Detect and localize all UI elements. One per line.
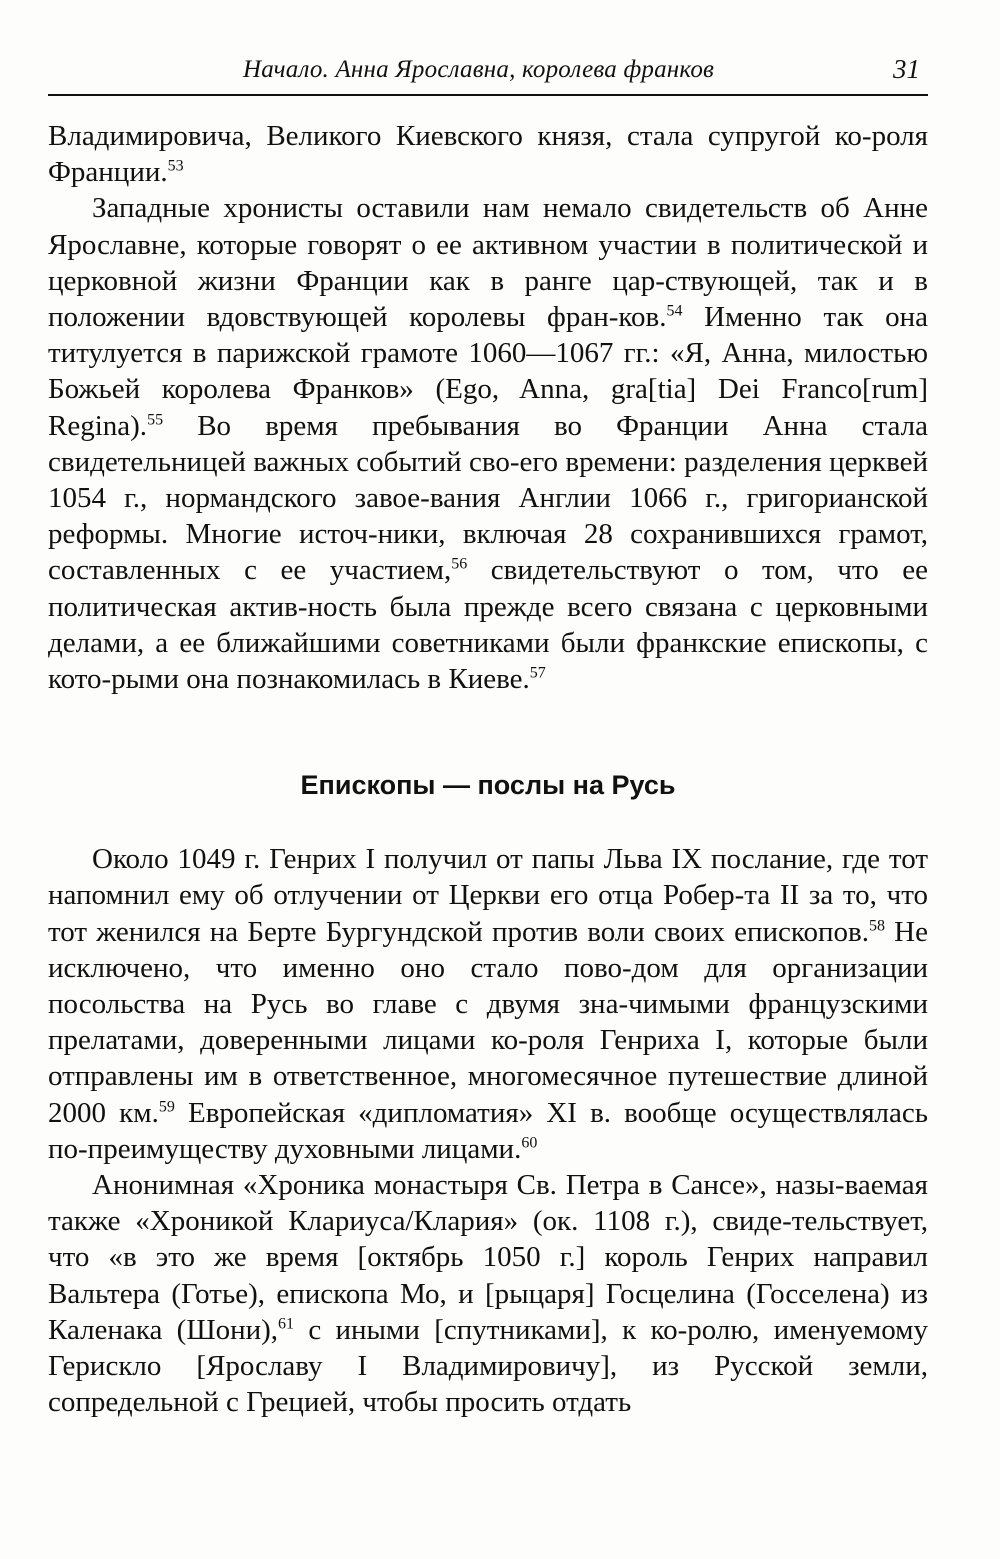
footnote-ref: 53 <box>167 157 184 175</box>
running-title: Начало. Анна Ярославна, королева франков <box>243 56 715 83</box>
page-number: 31 <box>893 54 920 84</box>
footnote-ref: 54 <box>666 302 683 320</box>
footnote-ref: 60 <box>521 1134 538 1152</box>
running-header <box>48 54 928 96</box>
body-text <box>48 118 928 1421</box>
text-run: Около 1049 г. Генрих I получил от папы Льва IX послание, где тот напомнил ему об отлучении от Церкви его отца Робер-та II за то, что тот женился на Берте Бургундской против воли своих епископов. <box>48 843 928 948</box>
footnote-ref: 55 <box>147 410 164 428</box>
paragraph-chroniclers <box>48 190 928 697</box>
footnote-ref: 58 <box>868 917 885 934</box>
paragraph-continued <box>48 118 928 190</box>
footnote-ref: 56 <box>451 555 468 573</box>
paragraph-chronicle-sens <box>48 1167 928 1420</box>
text-run: Не исключено, что именно оно стало пово-дом для организации посольства на Русь во главе с двумя зна-чимыми французскими прелатами, доверенными лицами ко-роля Генриха I, которые были отправлены им в ответственное, многомесячное путешествие длиной 2000 км. <box>48 915 928 1129</box>
paragraph-embassy <box>48 841 928 1167</box>
text-run: с иными [спутниками], к ко-ролю, именуемому Герискло [Ярославу I Владимировичу], из Русской земли, сопредельной с Грецией, чтобы просить отдать <box>48 1313 928 1419</box>
footnote-ref: 61 <box>278 1315 295 1333</box>
text-run: Именно так она титулуется в парижской грамоте 1060—1067 гг.: «Я, Анна, милостью Божьей королева Франков» (Ego, Anna, gra[tia] Dei Franco[rum] Regina). <box>48 301 928 442</box>
text-run: Анонимная «Хроника монастыря Св. Петра в Сансе», назы-ваемая также «Хроникой Клариуса/Клария» (ок. 1108 г.), свиде-тельствует, что «в это же время [октябрь 1050 г.] король Генрих направил Вальтера (Готье), епископа Мо, и [рыцаря] Госцелина (Госселена) из Каленака (Шони), <box>48 1169 928 1346</box>
footnote-ref: 57 <box>529 664 546 682</box>
text-run: Европейская «дипломатия» XI в. вообще осуществлялась по-преимуществу духовными лицами. <box>48 1096 928 1165</box>
footnote-ref: 59 <box>158 1098 175 1116</box>
text-run: Западные хронисты оставили нам немало свидетельств об Анне Ярославне, которые говорят о ее активном участии в политической и церковной жизни Франции как в ранге цар-ствующей, так и в положении вдовствующей королевы фран-ков. <box>48 192 928 334</box>
text-run: свидетельствуют о том, что ее политическая актив-ность была прежде всего связана с церковными делами, а ее ближайшими советниками были франкские епископы, с кото-рыми она познакомилась в Киеве. <box>48 554 928 696</box>
text-run: Владимировича, Великого Киевского князя, стала супругой ко-роля Франции. <box>48 120 928 189</box>
section-heading: Епископы — послы на Русь <box>300 770 676 801</box>
text-run: Во время пребывания во Франции Анна стала свидетельницей важных событий сво-его времени: разделения церквей 1054 г., нормандского завое-вания Англии 1066 г., григорианской реформы. Многие источ-ники, включая 28 сохранившихся грамот, составленных с ее участием, <box>48 409 928 587</box>
